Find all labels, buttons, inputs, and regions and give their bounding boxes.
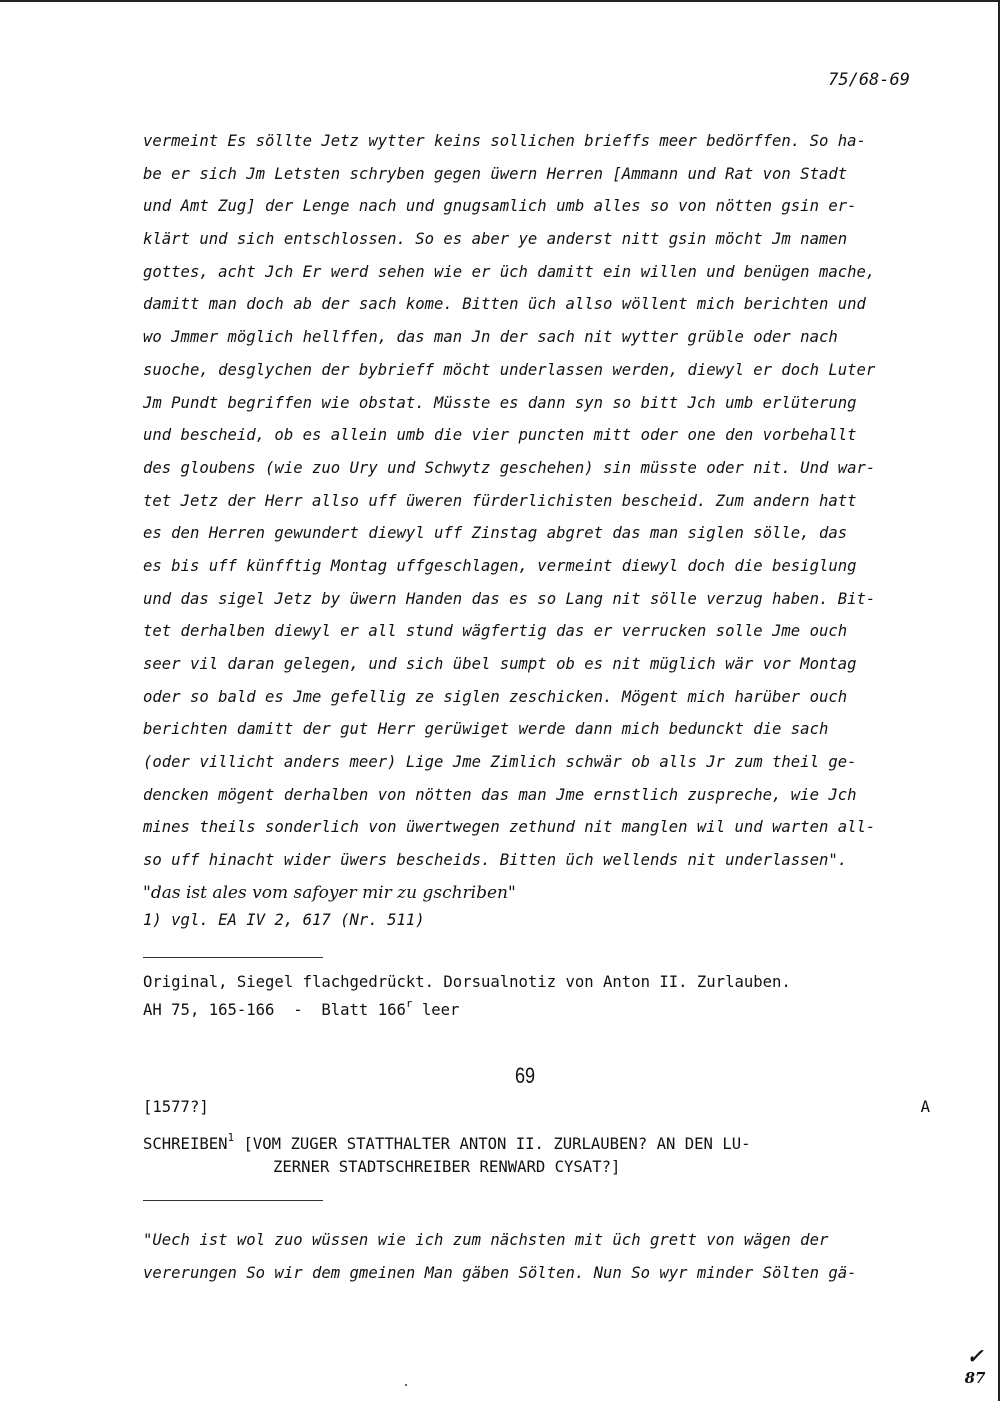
source-note-line-1: Original, Siegel flachgedrückt. Dorsualnotiz von Anton II. Zurlauben. (143, 973, 791, 991)
document-date: [1577?] (143, 1098, 209, 1116)
quote-line: vererungen So wir dem gmeinen Man gäben Sölten. Nun So wyr minder Sölten gä- (143, 1263, 857, 1282)
check-mark-icon: ✓ (966, 1344, 984, 1368)
letter-transcription (143, 125, 933, 910)
letter-line: be er sich Jm Letsten schryben gegen üwern Herren [Ammann und Rat von Stadt (143, 164, 848, 183)
letter-line: seer vil daran gelegen, und sich übel sumpt ob es nit müglich wär vor Montag (143, 655, 857, 673)
source-note-superscript: r (405, 997, 413, 1010)
letter-line: oder so bald es Jme gefellig ze siglen zeschicken. Mögent mich harüber ouch (143, 687, 848, 706)
letter-line: des gloubens (wie zuo Ury und Schwytz geschehen) sin müsste oder nit. Und war- (143, 458, 876, 477)
letter-line: so uff hinacht wider üwers bescheids. Bitten üch wellends nit underlassen". (143, 851, 848, 870)
document-title-line-2: ZERNER STADTSCHREIBER RENWARD CYSAT?] (273, 1158, 621, 1177)
archive-marks (955, 1345, 995, 1389)
document-quote (143, 1224, 857, 1289)
document-title-line-1: [VOM ZUGER STATTHALTER ANTON II. ZURLAUBEN? AN DEN LU- (234, 1135, 751, 1154)
letter-line: mines theils sonderlich von üwertwegen zethund nit manglen wil und warten all- (143, 818, 876, 837)
quote-line: "Uech ist wol zuo wüssen wie ich zum nächsten mit üch grett von wägen der (143, 1231, 829, 1249)
letter-line: dencken mögent derhalben von nötten das man Jme ernstlich zuspreche, wie Jch (143, 785, 857, 804)
letter-line: es den Herren gewundert diewyl uff Zinstag abgret das man siglen sölle, das (143, 524, 848, 543)
document-title (143, 1128, 750, 1179)
archive-folio-number: 87 (964, 1369, 986, 1387)
source-note-line-2-end: leer (412, 1001, 460, 1020)
letter-line: (oder villicht anders meer) Lige Jme Zimlich schwär ob alls Jr zum theil ge- (143, 753, 857, 772)
letter-line: suoche, desglychen der bybrieff möcht underlassen werden, diewyl er doch Luter (143, 360, 876, 379)
document-title-footnote-mark: 1 (227, 1131, 235, 1144)
source-note (143, 970, 791, 1022)
letter-line: gottes, acht Jch Er werd sehen wie er üch damitt ein willen und benügen mache, (143, 262, 876, 281)
letter-line: tet Jetz der Herr allso uff üweren fürderlichisten bescheid. Zum andern hatt (143, 491, 857, 510)
handwritten-closing-note: "das ist ales vom safoyer mir zu gschriben" (143, 882, 516, 903)
source-note-line-2-start: AH 75, 165-166 - Blatt 166 (143, 1001, 406, 1020)
letter-line: berichten damitt der gut Herr gerüwiget werde dann mich bedunckt die sach (143, 720, 829, 739)
document-type-letter: A (920, 1098, 930, 1116)
page-top-edge (0, 0, 1000, 2)
section-divider (143, 1200, 323, 1201)
letter-line: damitt man doch ab der sach kome. Bitten üch allso wöllent mich berichten und (143, 295, 866, 314)
document-number: 69 (514, 1063, 536, 1088)
letter-line: Jm Pundt begriffen wie obstat. Müsste es dann syn so bitt Jch umb erlüterung (143, 393, 857, 412)
letter-line: und bescheid, ob es allein umb die vier puncten mitt oder one den vorbehallt (143, 426, 857, 445)
footnote: 1) vgl. EA IV 2, 617 (Nr. 511) (143, 911, 425, 929)
scan-speck (405, 1384, 407, 1386)
letter-line: wo Jmmer möglich hellffen, das man Jn der sach nit wytter grüble oder nach (143, 328, 838, 347)
page-reference: 75/68-69 (828, 70, 910, 90)
document-title-prefix: SCHREIBEN (143, 1135, 228, 1154)
section-divider (143, 957, 323, 958)
letter-line: tet derhalben diewyl er all stund wägfertig das er verrucken solle Jme ouch (143, 622, 848, 641)
letter-line: klärt und sich entschlossen. So es aber ye anderst nitt gsin möcht Jm namen (143, 230, 848, 249)
letter-line: vermeint Es söllte Jetz wytter keins sollichen brieffs meer bedörffen. So ha- (143, 132, 866, 150)
letter-line: und Amt Zug] der Lenge nach und gnugsamlich umb alles so von nötten gsin er- (143, 197, 857, 216)
letter-line: und das sigel Jetz by üwern Handen das es so Lang nit sölle verzug haben. Bit- (143, 589, 876, 608)
letter-line: es bis uff künfftig Montag uffgeschlagen, vermeint diewyl doch die besiglung (143, 556, 857, 575)
